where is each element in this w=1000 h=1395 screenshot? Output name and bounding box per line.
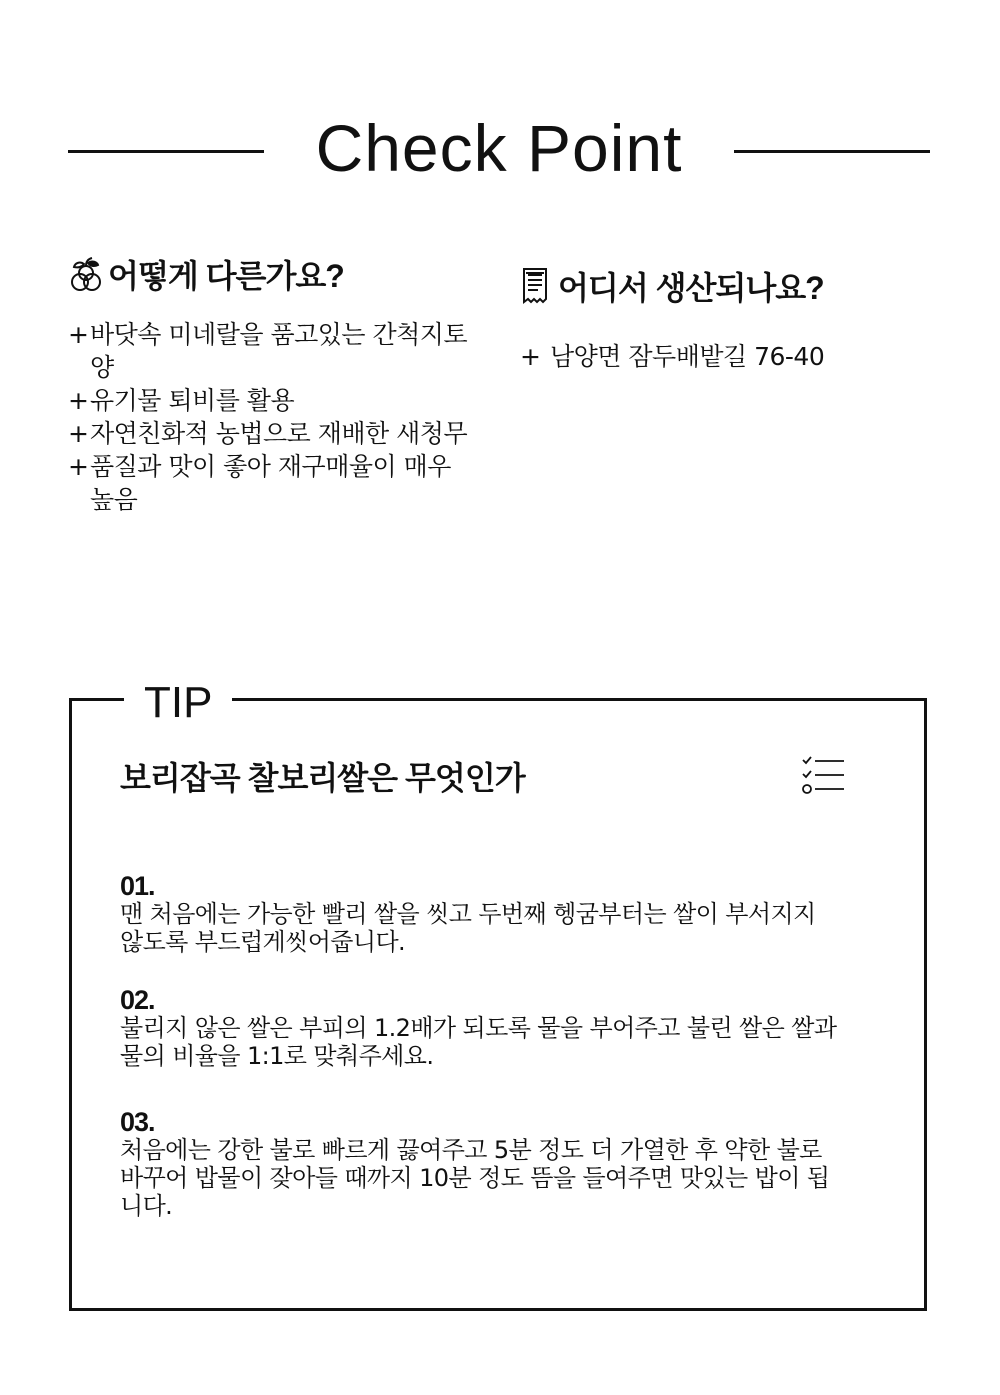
header-divider-left (68, 150, 264, 153)
difference-point-list (68, 318, 468, 516)
tip-item-text: 맨 처음에는 가능한 빨리 쌀을 씻고 두번째 헹굼부터는 쌀이 부서지지 않도록 부드럽게씻어줍니다. (120, 900, 816, 956)
origin-section-title: 어디서 생산되나요? (558, 270, 824, 306)
difference-section-header (68, 250, 468, 298)
origin-point-list (520, 340, 940, 373)
tip-item-2 (120, 986, 840, 1070)
list-item: + 남양면 잠두배밭길 76-40 (520, 342, 825, 371)
tip-item-number: 03. (120, 1107, 155, 1137)
list-item: + 바닷속 미네랄을 품고있는 간척지토양 (68, 320, 468, 382)
list-item: + 유기물 퇴비를 활용 (68, 386, 295, 415)
list-item: + 품질과 맛이 좋아 재구매율이 매우 높음 (68, 452, 451, 514)
tip-label: TIP (124, 678, 232, 728)
origin-section (520, 262, 940, 373)
checklist-icon (800, 754, 846, 802)
difference-section (68, 250, 468, 516)
tip-item-text: 불리지 않은 쌀은 부피의 1.2배가 되도록 물을 부어주고 불린 쌀은 쌀과 물의 비율을 1:1로 맞춰주세요. (120, 1014, 837, 1070)
list-item: + 자연친화적 농법으로 재배한 새청무 (68, 419, 468, 448)
page-title: Check Point (315, 111, 683, 185)
tip-item-number: 02. (120, 985, 155, 1015)
tip-item-text: 처음에는 강한 불로 빠르게 끓여주고 5분 정도 더 가열한 후 약한 불로 바꾸어 밥물이 잦아들 때까지 10분 정도 뜸을 들여주면 맛있는 밥이 됩니다. (120, 1136, 830, 1220)
fruit-icon (68, 254, 104, 294)
header-divider-right (734, 150, 930, 153)
receipt-icon (520, 266, 554, 306)
origin-section-header (520, 262, 940, 310)
tip-item-1 (120, 872, 840, 956)
tip-heading: 보리잡곡 찰보리쌀은 무엇인가 (120, 760, 525, 796)
difference-section-title: 어떻게 다른가요? (108, 258, 344, 294)
tip-item-number: 01. (120, 871, 155, 901)
tip-item-3 (120, 1108, 840, 1220)
